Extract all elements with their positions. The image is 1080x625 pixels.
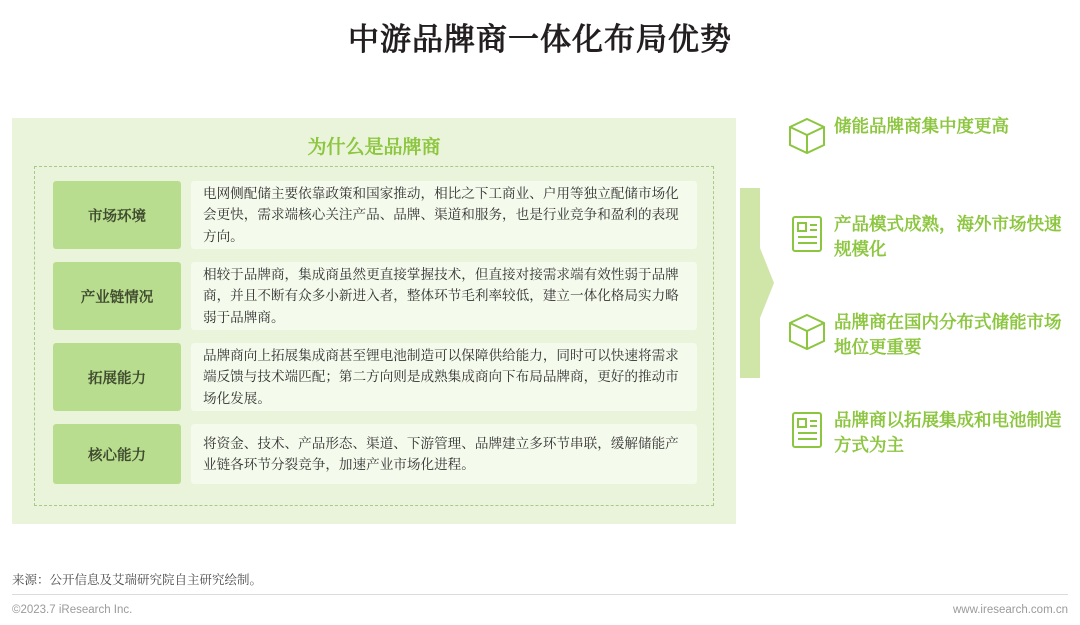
left-panel-dashed-box — [34, 166, 714, 506]
document-icon — [780, 210, 834, 256]
list-item — [780, 308, 1070, 382]
left-panel — [12, 118, 736, 524]
list-item-label: 储能品牌商集中度更高 — [834, 116, 1009, 136]
highlights-list — [780, 112, 1070, 504]
list-item-label: 品牌商在国内分布式储能市场地位更重要 — [834, 312, 1062, 357]
copyright-text: ©2023.7 iResearch Inc. — [12, 604, 133, 616]
list-item-label: 产品模式成熟，海外市场快速规模化 — [834, 214, 1062, 259]
row-label: 市场环境 — [53, 181, 181, 249]
list-item — [780, 210, 1070, 284]
row-text: 将资金、技术、产品形态、渠道、下游管理、品牌建立多环节串联，缓解储能产业链各环节分裂竞争，加速产业市场化进程。 — [191, 424, 697, 484]
row-text: 相较于品牌商，集成商虽然更直接掌握技术，但直接对接需求端有效性弱于品牌商，并且不断有众多小新进入者，整体环节毛利率较低，建立一体化格局实力略弱于品牌商。 — [191, 262, 697, 330]
list-item — [780, 112, 1070, 186]
page-title: 中游品牌商一体化布局优势 — [348, 22, 732, 57]
box-icon — [780, 308, 834, 354]
footer-divider — [12, 594, 1068, 595]
box-icon — [780, 112, 834, 158]
website-text: www.iresearch.com.cn — [952, 604, 1068, 616]
left-panel-heading: 为什么是品牌商 — [307, 137, 441, 158]
table-row — [35, 343, 715, 411]
list-item-label: 品牌商以拓展集成和电池制造方式为主 — [834, 410, 1062, 455]
row-text: 电网侧配储主要依靠政策和国家推动，相比之下工商业、户用等独立配储市场化会更快，需求端核心关注产品、品牌、渠道和服务，也是行业竞争和盈利的表现方向。 — [191, 181, 697, 249]
document-icon — [780, 406, 834, 452]
table-row — [35, 262, 715, 330]
list-item — [780, 406, 1070, 480]
table-row — [35, 424, 715, 484]
row-text: 品牌商向上拓展集成商甚至锂电池制造可以保障供给能力，同时可以快速将需求端反馈与技术端匹配；第二方向则是成熟集成商向下布局品牌商，更好的推动市场化发展。 — [191, 343, 697, 411]
row-label: 产业链情况 — [53, 262, 181, 330]
row-label: 核心能力 — [53, 424, 181, 484]
table-row — [35, 181, 715, 249]
source-note: 来源：公开信息及艾瑞研究院自主研究绘制。 — [12, 573, 263, 587]
arrow-right-icon — [740, 188, 774, 378]
row-label: 拓展能力 — [53, 343, 181, 411]
